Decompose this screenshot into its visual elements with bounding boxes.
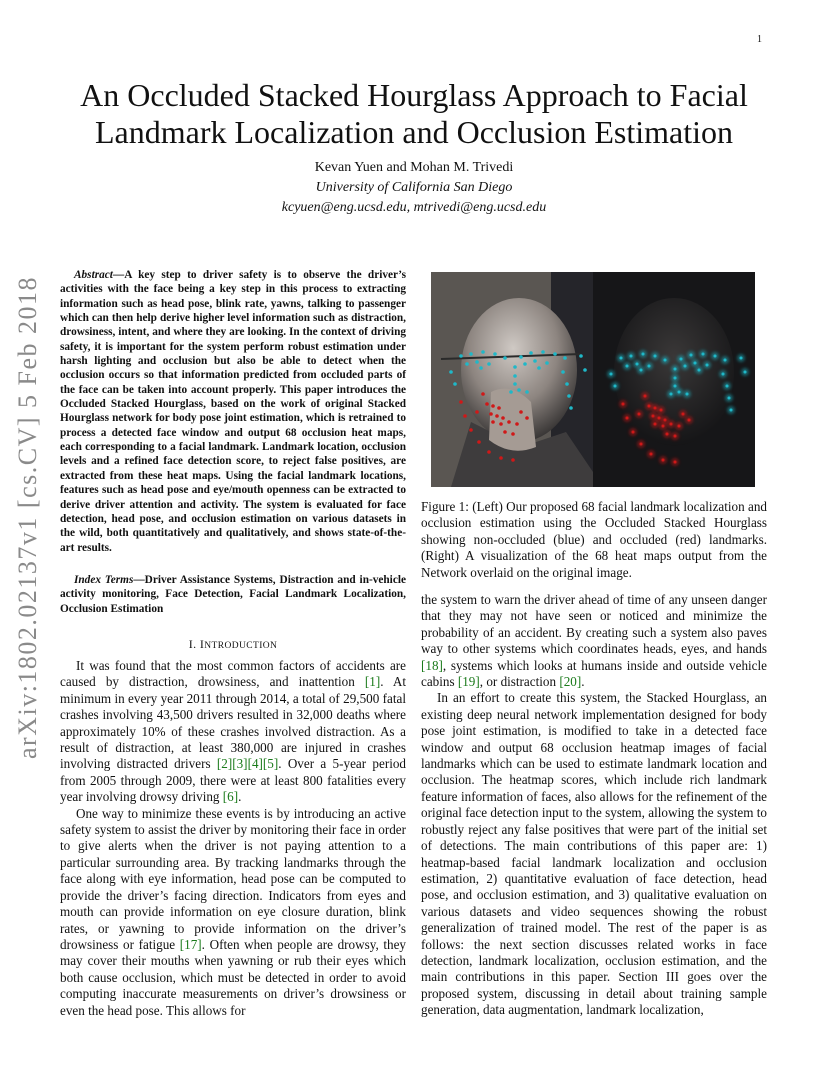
heatmap-dot-visible: [674, 377, 677, 380]
heatmap-dot-occluded: [658, 417, 661, 420]
heatmap-dot-occluded: [654, 407, 657, 410]
heatmap-dot-visible: [728, 397, 731, 400]
citation-link[interactable]: [2]: [216, 756, 233, 772]
heatmap-dot-visible: [722, 373, 725, 376]
landmark-dot-visible: [561, 370, 565, 374]
heatmap-dot-visible: [706, 364, 709, 367]
heatmap-dot-occluded: [660, 409, 663, 412]
landmark-dot-occluded: [495, 414, 499, 418]
landmark-dot-occluded: [491, 420, 495, 424]
heatmap-dot-visible: [642, 353, 645, 356]
landmark-dot-occluded: [469, 428, 473, 432]
citation-link[interactable]: [4]: [247, 756, 263, 772]
landmark-dot-occluded: [507, 420, 511, 424]
section-heading: [60, 637, 406, 652]
index-terms-label: Index Terms: [74, 574, 134, 586]
author-emails: kcyuen@eng.ucsd.edu, mtrivedi@eng.ucsd.edu: [281, 200, 547, 215]
heatmap-dot-visible: [626, 365, 629, 368]
citation-link[interactable]: [3]: [232, 756, 248, 772]
heatmap-dot-visible: [694, 362, 697, 365]
heatmap-dot-occluded: [622, 403, 625, 406]
figure-1-caption: Figure 1: (Left) Our proposed 68 facial landmark localization and occlusion estimation using the Occluded Stacked Hourglass showing non-occluded (blue) and occluded (red) landmarks. (Right) A visualization of the 68 heat maps output from the Network overlaid on the original image.: [421, 499, 767, 580]
landmark-dot-visible: [465, 362, 469, 366]
landmark-dot-visible: [517, 388, 521, 392]
arxiv-stamp: arXiv:1802.02137v1 [cs.CV] 5 Feb 2018: [13, 275, 42, 759]
citation-link[interactable]: [17]: [179, 936, 202, 952]
heatmap-dot-occluded: [632, 431, 635, 434]
heatmap-dot-visible: [724, 359, 727, 362]
citation-link[interactable]: [6]: [222, 789, 239, 805]
landmark-dot-occluded: [489, 412, 493, 416]
landmark-dot-occluded: [511, 432, 515, 436]
left-paragraph-2: One way to minimize these events is by introducing an active safety system to assist the driver by monitoring their face in order to give alerts when the driver is not paying attention to a particular surrounding area. By tracking landmarks through the face along with eye information, head pose can be computed to provide the driver’s facing direction. Indicators from eyes and mouth can provide information on eye closure duration, blink rates, or yawning to provide information on the driver’s drowsiness or fatigue [17]. Often when people are drowsy, they may cover their mouths when yawning or rub their eyes which both cause occlusion, which must be detected in order to avoid computing inaccurate measurements on driver’s drowsiness or even the head pose. This allows for: [60, 805, 406, 1018]
heatmap-dot-visible: [670, 393, 673, 396]
intro-left-column: [60, 658, 406, 1019]
title-line-2: Landmark Localization and Occlusion Estimation: [94, 114, 734, 150]
heatmap-dot-occluded: [654, 423, 657, 426]
figure-1-image: [431, 272, 755, 487]
heatmap-dot-visible: [730, 409, 733, 412]
citation-link[interactable]: [19]: [457, 674, 480, 690]
heatmap-dot-visible: [674, 385, 677, 388]
landmark-dot-visible: [469, 352, 473, 356]
landmark-dot-visible: [553, 352, 557, 356]
heatmap-dot-occluded: [652, 415, 655, 418]
landmark-dot-visible: [545, 361, 549, 365]
author-block: [0, 158, 828, 218]
heatmap-dot-visible: [684, 365, 687, 368]
landmark-dot-occluded: [503, 430, 507, 434]
landmark-dot-occluded: [497, 406, 501, 410]
landmark-dot-visible: [567, 394, 571, 398]
heatmap-dot-occluded: [662, 459, 665, 462]
landmark-dot-visible: [579, 354, 583, 358]
landmark-dot-occluded: [525, 416, 529, 420]
heatmap-dot-visible: [686, 393, 689, 396]
right-paragraph-2: In an effort to create this system, the Stacked Hourglass, an existing deep neural network implementation designed for body pose joint estimation, is modified to take in a detected face window and output 68 occlusion heatmap images of facial landmarks which can be used to estimate landmark location and occlusion. The heatmap scores, which include rich landmark feature information of faces, also allows for the refinement of the original face detection input to the system, allowing the system to robustly reject any false positives that were part of the initial set of detections. The main contributions of this paper are: 1) heatmap-based facial landmark localization and occlusion estimation, 2) quantitative evaluation of face detection, head pose, and occlusion estimation, and 3) qualitative evaluation on various datasets and video sequences showing the robust generalization of trained model. The rest of the paper is as follows: the next section discusses related works in face detection, landmark localization, occlusion estimation, and the main contributions in this paper. Section III goes over the proposed system, discussing in detail about training sample generation, data augmentation, landmark localization,: [421, 690, 767, 1018]
heatmap-dot-occluded: [626, 417, 629, 420]
landmark-dot-visible: [487, 362, 491, 366]
landmark-dot-visible: [475, 360, 479, 364]
heatmap-dot-occluded: [640, 443, 643, 446]
citation-link[interactable]: [18]: [421, 657, 443, 673]
landmark-dot-visible: [533, 359, 537, 363]
landmark-dot-visible: [513, 365, 517, 369]
heatmap-dot-visible: [690, 354, 693, 357]
landmark-dot-occluded: [459, 400, 463, 404]
heatmap-dot-visible: [680, 358, 683, 361]
landmark-dot-visible: [503, 356, 507, 360]
paper-title: [0, 77, 828, 151]
heatmap-dot-visible: [648, 365, 651, 368]
landmark-dot-visible: [519, 355, 523, 359]
heatmap-dot-visible: [636, 363, 639, 366]
landmark-dot-visible: [481, 350, 485, 354]
heatmap-dot-visible: [678, 391, 681, 394]
heatmap-dot-occluded: [664, 419, 667, 422]
landmark-dot-visible: [565, 382, 569, 386]
landmark-dot-occluded: [515, 422, 519, 426]
section-title: INTRODUCTION: [199, 637, 278, 651]
page-number: 1: [757, 34, 762, 45]
heatmap-dot-visible: [630, 355, 633, 358]
landmark-dot-occluded: [499, 456, 503, 460]
landmark-dot-occluded: [477, 440, 481, 444]
heatmap-dot-occluded: [674, 435, 677, 438]
landmark-dot-occluded: [475, 410, 479, 414]
landmark-dot-occluded: [511, 458, 515, 462]
landmark-dot-visible: [513, 382, 517, 386]
abstract: [60, 268, 406, 555]
landmark-dot-occluded: [487, 450, 491, 454]
heatmap-dot-visible: [674, 368, 677, 371]
author-affiliation: University of California San Diego: [315, 180, 513, 195]
heatmap-dot-occluded: [662, 425, 665, 428]
heatmap-dot-occluded: [666, 433, 669, 436]
landmark-dot-visible: [513, 374, 517, 378]
heatmap-dot-visible: [744, 371, 747, 374]
heatmap-dot-occluded: [644, 395, 647, 398]
landmark-dot-occluded: [501, 416, 505, 420]
index-terms: [60, 573, 406, 616]
landmark-dot-occluded: [463, 414, 467, 418]
landmark-dot-occluded: [485, 402, 489, 406]
heatmap-dot-visible: [740, 357, 743, 360]
heatmap-dot-visible: [620, 357, 623, 360]
heatmap-dot-occluded: [682, 413, 685, 416]
abstract-text: —A key step to driver safety is to observe the driver’s activities with the face being a key step in this process to extracting information such as head pose, blink rate, yawns, talking to passenger which can then help derive higher level information such as distraction, drowsiness, intent, and where they are looking. In the context of driving safety, it is important for the system perform robust estimation under harsh lighting and occlusion but also be able to detect when the occlusion occurs so that information predicted from occluded parts of the face can be taken into account properly. This paper introduces the Occluded Stacked Hourglass, based on the work of original Stacked Hourglass network for body pose joint estimation, which is retrained to process a detected face window and output 68 occlusion heat maps, each corresponding to a facial landmark. Landmark location, occlusion levels and a refined face detection score, to reject false positives, are extracted from these heat maps. Using the facial landmark locations, features such as head pose and eye/mouth openness can be extracted to derive driver attention and activity. The system is evaluated for face detection, head pose, and occlusion estimation on various datasets in the wild, both quantitatively and qualitatively, and shows state-of-the-art results.: [60, 269, 406, 554]
landmark-dot-visible: [525, 390, 529, 394]
index-terms-text: —Driver Assistance Systems, Distraction and in-vehicle activity monitoring, Face Detection, Facial Landmark Localization, Occlusion Estimation: [60, 574, 406, 615]
heatmap-dot-visible: [726, 385, 729, 388]
heatmap-dot-visible: [610, 373, 613, 376]
heatmap-dot-visible: [614, 385, 617, 388]
citation-link[interactable]: [5]: [262, 756, 279, 772]
landmark-dot-occluded: [491, 404, 495, 408]
heatmap-dot-occluded: [638, 413, 641, 416]
heatmap-dot-occluded: [674, 461, 677, 464]
intro-right-column: [421, 592, 767, 1019]
landmark-dot-visible: [537, 366, 541, 370]
heatmap-dot-occluded: [688, 419, 691, 422]
landmark-dot-visible: [449, 370, 453, 374]
heatmap-dot-visible: [702, 353, 705, 356]
heatmap-dot-occluded: [678, 425, 681, 428]
citation-link[interactable]: [1]: [364, 674, 381, 690]
landmark-dot-visible: [493, 352, 497, 356]
landmark-dot-visible: [563, 356, 567, 360]
left-paragraph-1: It was found that the most common factors of accidents are caused by distraction, drowsiness, and inattention [1]. At minimum in every year 2011 through 2014, a total of 29,500 fatal crashes involving 43,500 drivers resulted in 32,000 deaths where approximately 10% of these crashes involved distraction. As a result of distraction, at least 380,000 are injured in crashes involving distracted drivers [2][3][4][5]. Over a 5-year period from 2005 through 2009, there were at least 800 fatalities every year involving drowsy driving [6].: [60, 658, 406, 805]
landmark-dot-visible: [509, 390, 513, 394]
citation-link[interactable]: [20]: [559, 674, 582, 690]
title-line-1: An Occluded Stacked Hourglass Approach to Facial: [80, 77, 748, 113]
heatmap-dot-occluded: [650, 453, 653, 456]
heatmap-dot-visible: [640, 369, 643, 372]
landmark-dot-occluded: [481, 392, 485, 396]
heatmap-dot-occluded: [670, 423, 673, 426]
section-number: I.: [188, 637, 197, 651]
landmark-dot-visible: [529, 351, 533, 355]
heatmap-dot-visible: [664, 359, 667, 362]
landmark-dot-visible: [479, 366, 483, 370]
abstract-label: Abstract: [74, 269, 113, 281]
figure-1-graphic: [431, 272, 755, 487]
right-paragraph-1: the system to warn the driver ahead of time of any unseen danger that they may not have seen or noticed and minimize the probability of an accident. By creating such a system also paves way to other systems which coordinates heads, eyes, and hands [18], systems which looks at humans inside and outside vehicle cabins [19], or distraction [20].: [421, 592, 767, 690]
heatmap-dot-occluded: [648, 405, 651, 408]
landmark-dot-visible: [569, 406, 573, 410]
heatmap-dot-visible: [714, 355, 717, 358]
landmark-dot-visible: [453, 382, 457, 386]
landmark-dot-visible: [541, 350, 545, 354]
landmark-dot-visible: [583, 368, 587, 372]
heatmap-dot-visible: [698, 369, 701, 372]
author-names: Kevan Yuen and Mohan M. Trivedi: [314, 160, 514, 175]
landmark-dot-occluded: [519, 410, 523, 414]
landmark-dot-occluded: [499, 422, 503, 426]
landmark-dot-visible: [523, 362, 527, 366]
landmark-dot-visible: [459, 354, 463, 358]
heatmap-dot-visible: [654, 355, 657, 358]
